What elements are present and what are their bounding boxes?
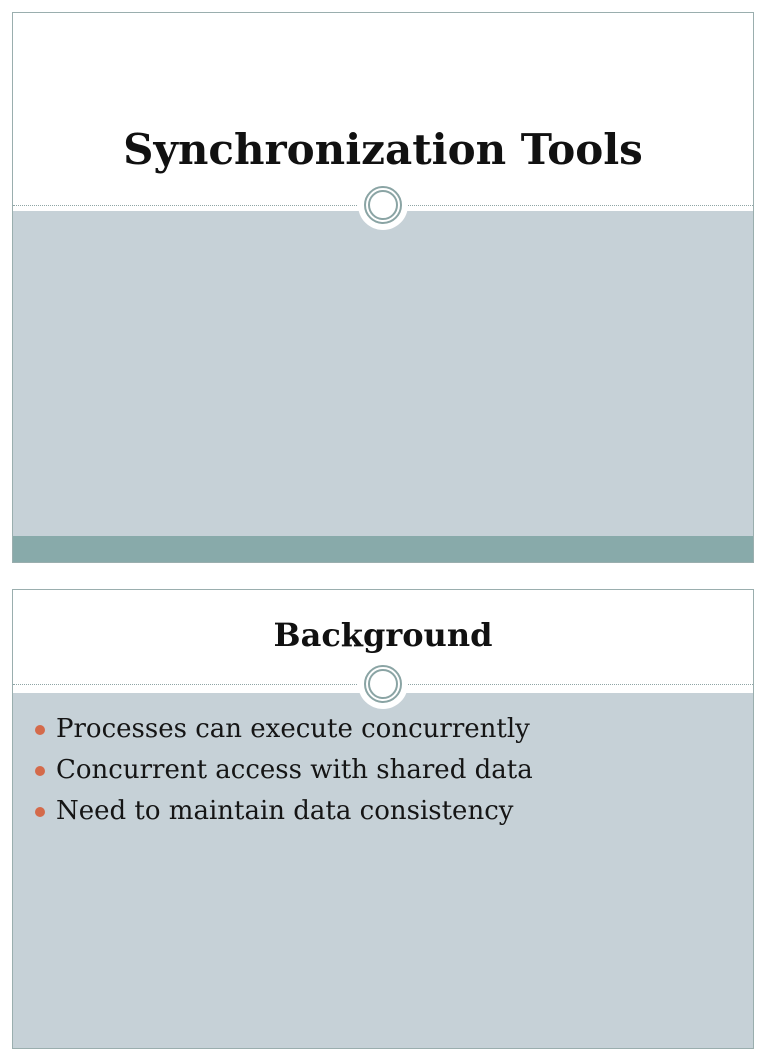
- slide-2: [12, 589, 754, 1049]
- title-area: [13, 13, 753, 205]
- footer-band: [13, 536, 753, 562]
- bullet-dot-icon: [35, 725, 45, 735]
- bullet-item: [33, 709, 533, 750]
- bullet-text: Concurrent access with shared data: [56, 755, 533, 785]
- slide-1: [12, 12, 754, 563]
- slide-title: Synchronization Tools: [123, 125, 643, 174]
- double-ring-icon: [358, 659, 408, 709]
- bullet-text: Need to maintain data consistency: [56, 796, 514, 826]
- bullet-dot-icon: [35, 766, 45, 776]
- slide-body: [13, 693, 753, 1048]
- bullet-list: [33, 709, 533, 832]
- bullet-dot-icon: [35, 807, 45, 817]
- bullet-item: [33, 750, 533, 791]
- slide-title: Background: [273, 616, 493, 654]
- bullet-text: Processes can execute concurrently: [56, 714, 530, 744]
- double-ring-icon: [358, 180, 408, 230]
- bullet-item: [33, 791, 533, 832]
- slide-body: [13, 211, 753, 536]
